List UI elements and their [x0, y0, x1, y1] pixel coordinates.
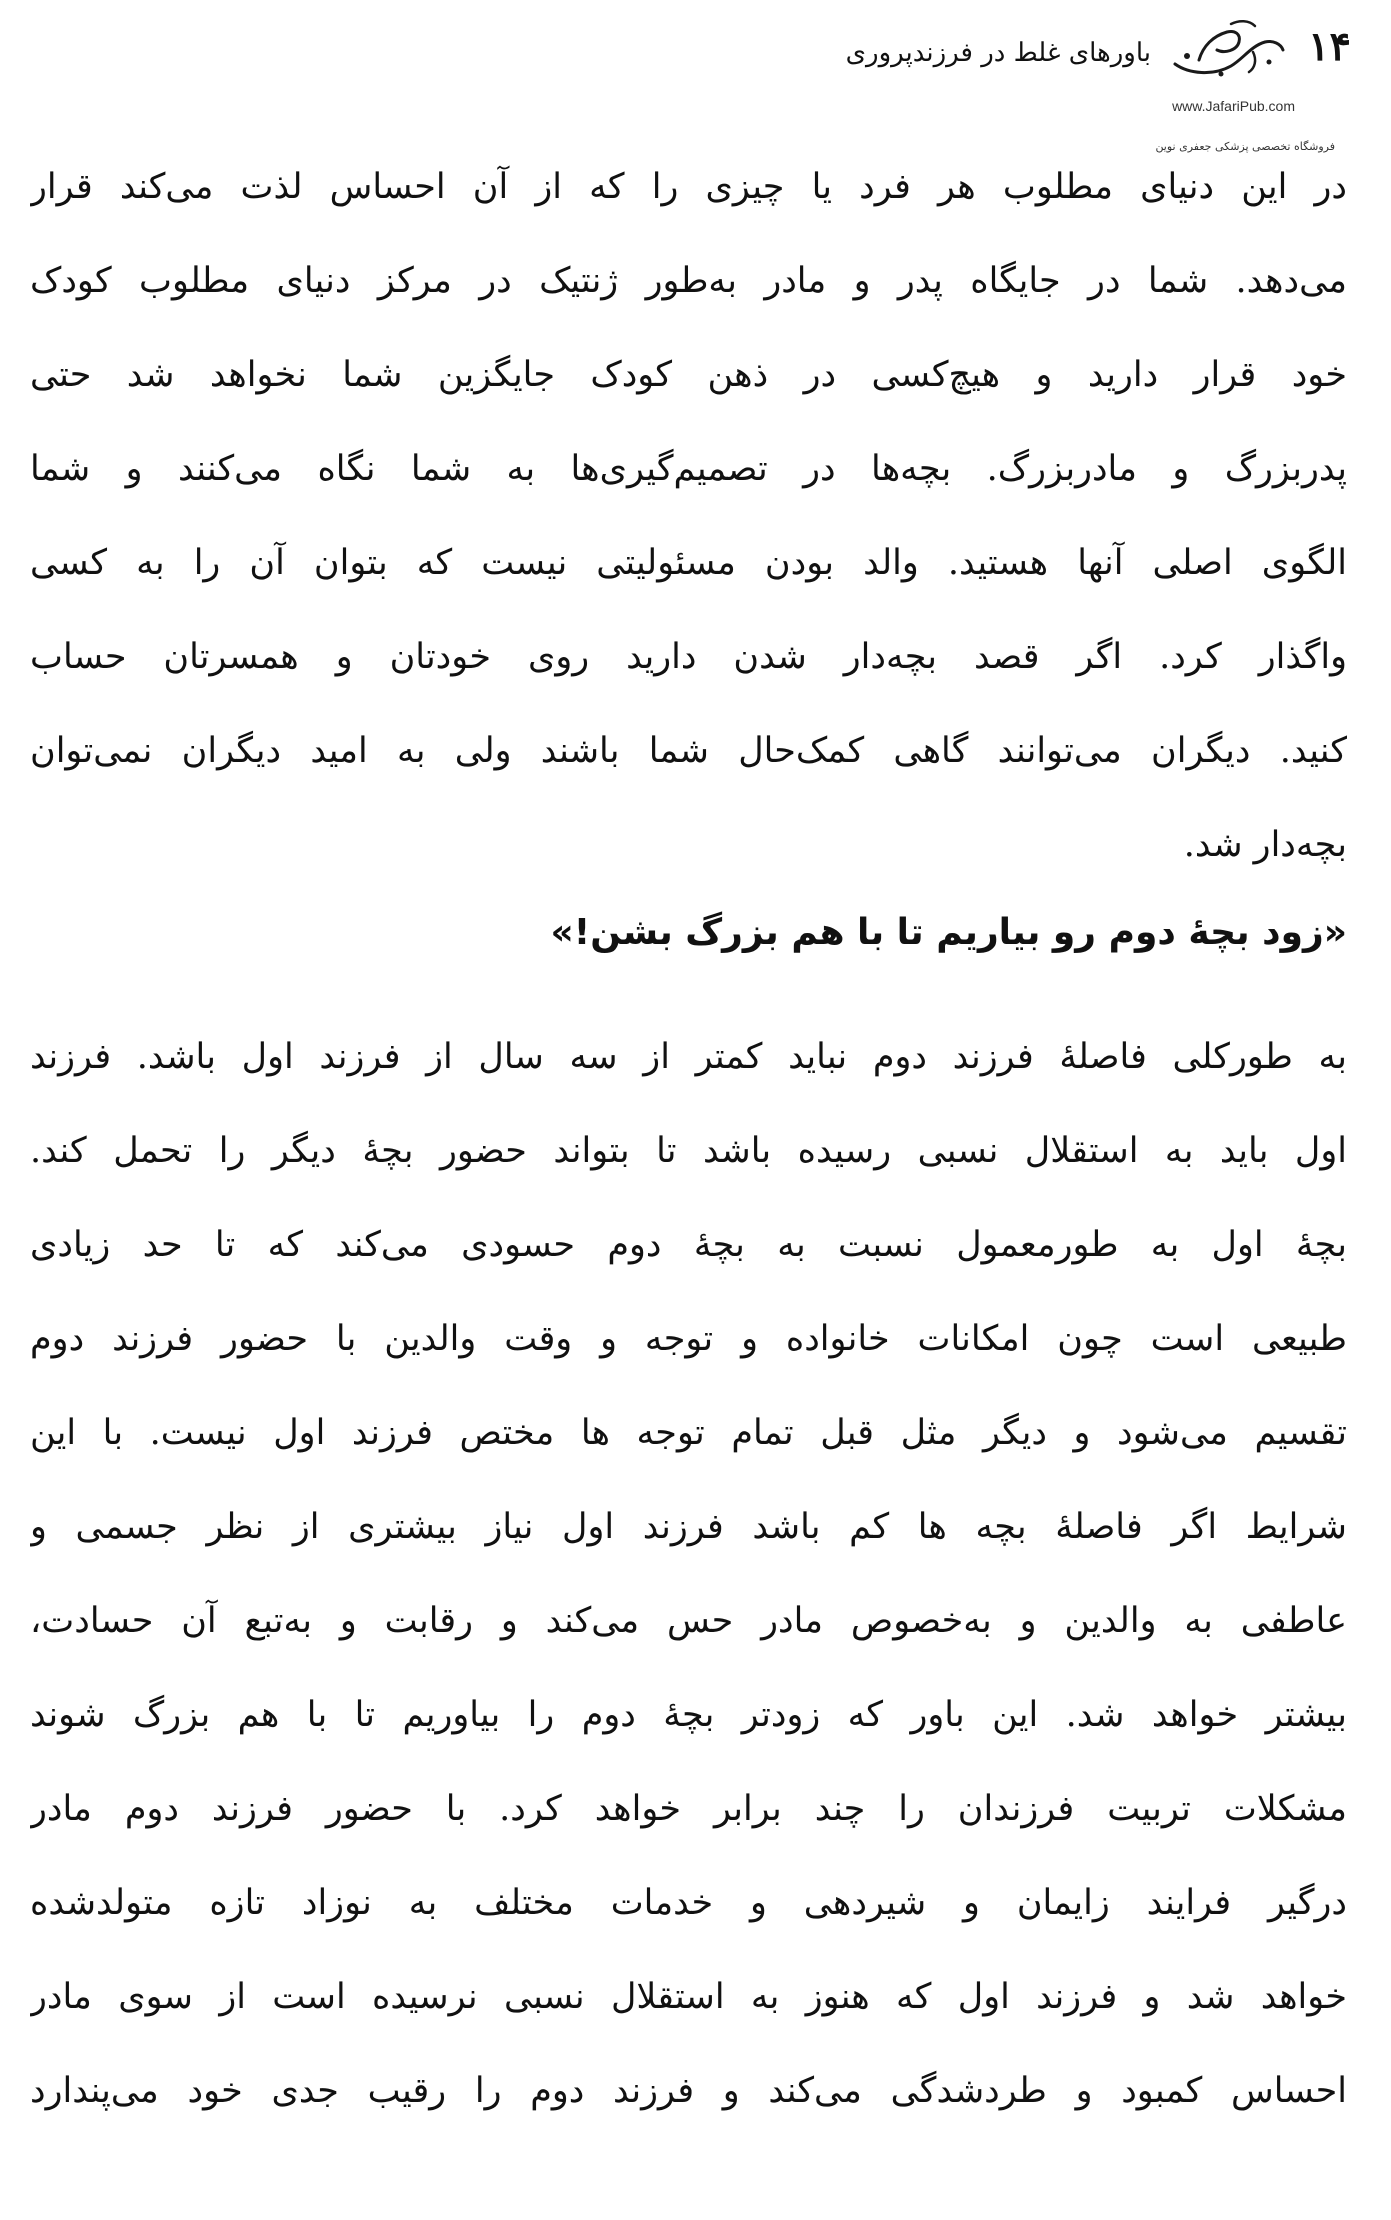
text-line: شرایط اگر فاصلهٔ بچه ها کم باشد فرزند اول نیاز بیشتری از نظر جسمی و: [30, 1507, 1347, 1547]
text-line: کنید. دیگران می‌توانند گاهی کمک‌حال شما باشند ولی به امید دیگران نمی‌توان: [30, 731, 1347, 771]
text-line: بچهٔ اول به طورمعمول نسبت به بچهٔ دوم حسودی می‌کند که تا حد زیادی: [30, 1225, 1347, 1265]
text-line: درگیر فرایند زایمان و شیردهی و خدمات مختلف به نوزاد تازه متولدشده: [30, 1883, 1347, 1923]
section-heading: «زود بچهٔ دوم رو بیاریم تا با هم بزرگ بشن!»: [550, 912, 1347, 953]
paragraph-2: [30, 1010, 1347, 2138]
text-line: می‌دهد. شما در جایگاه پدر و مادر به‌طور ژنتیک در مرکز دنیای مطلوب کودک: [30, 261, 1347, 301]
text-line: الگوی اصلی آنها هستید. والد بودن مسئولیتی نیست که بتوان آن را به کسی: [30, 543, 1347, 583]
running-title: باورهای غلط در فرزندپروری: [845, 38, 1151, 68]
text-line: واگذار کرد. اگر قصد بچه‌دار شدن دارید روی خودتان و همسرتان حساب: [30, 637, 1347, 677]
text-line: به طورکلی فاصلهٔ فرزند دوم نباید کمتر از سه سال از فرزند اول باشد. فرزند: [30, 1037, 1347, 1077]
text-line: بچه‌دار شد.: [1183, 825, 1347, 865]
text-line: تقسیم می‌شود و دیگر مثل قبل تمام توجه ها مختص فرزند اول نیست. با این: [30, 1413, 1347, 1453]
text-line: عاطفی به والدین و به‌خصوص مادر حس می‌کند و رقابت و به‌تبع آن حسادت،: [30, 1601, 1347, 1641]
text-line: پدربزرگ و مادربزرگ. بچه‌ها در تصمیم‌گیری‌ها به شما نگاه می‌کنند و شما: [30, 449, 1347, 489]
page-header: [731, 14, 1351, 153]
calligraphy-logo-icon: [1169, 16, 1289, 82]
text-line: در این دنیای مطلوب هر فرد یا چیزی را که از آن احساس لذت می‌کند قرار: [30, 167, 1347, 207]
text-line: خواهد شد و فرزند اول که هنوز به استقلال نسبی نرسیده است از سوی مادر: [30, 1977, 1347, 2017]
jafaripub-logo: [1169, 16, 1289, 82]
text-line: طبیعی است چون امکانات خانواده و توجه و وقت والدین با حضور فرزند دوم: [30, 1319, 1347, 1359]
logo-url-text: www.JafariPub.com: [1172, 98, 1295, 114]
logo-tagline: فروشگاه تخصصی پزشکی جعفری نوین: [1155, 140, 1335, 153]
text-line: احساس کمبود و طردشدگی می‌کند و فرزند دوم را رقیب جدی خود می‌پندارد: [30, 2071, 1347, 2111]
paragraph-1: [30, 140, 1347, 892]
text-line: بیشتر خواهد شد. این باور که زودتر بچهٔ دوم را بیاوریم تا با هم بزرگ شوند: [30, 1695, 1347, 1735]
page-number: ۱۴: [1308, 23, 1351, 70]
text-line: مشکلات تربیت فرزندان را چند برابر خواهد کرد. با حضور فرزند دوم مادر: [30, 1789, 1347, 1829]
text-line: اول باید به استقلال نسبی رسیده باشد تا بتواند حضور بچهٔ دیگر را تحمل کند.: [30, 1131, 1347, 1171]
text-line: خود قرار دارید و هیچ‌کسی در ذهن کودک جایگزین شما نخواهد شد حتی: [30, 355, 1347, 395]
